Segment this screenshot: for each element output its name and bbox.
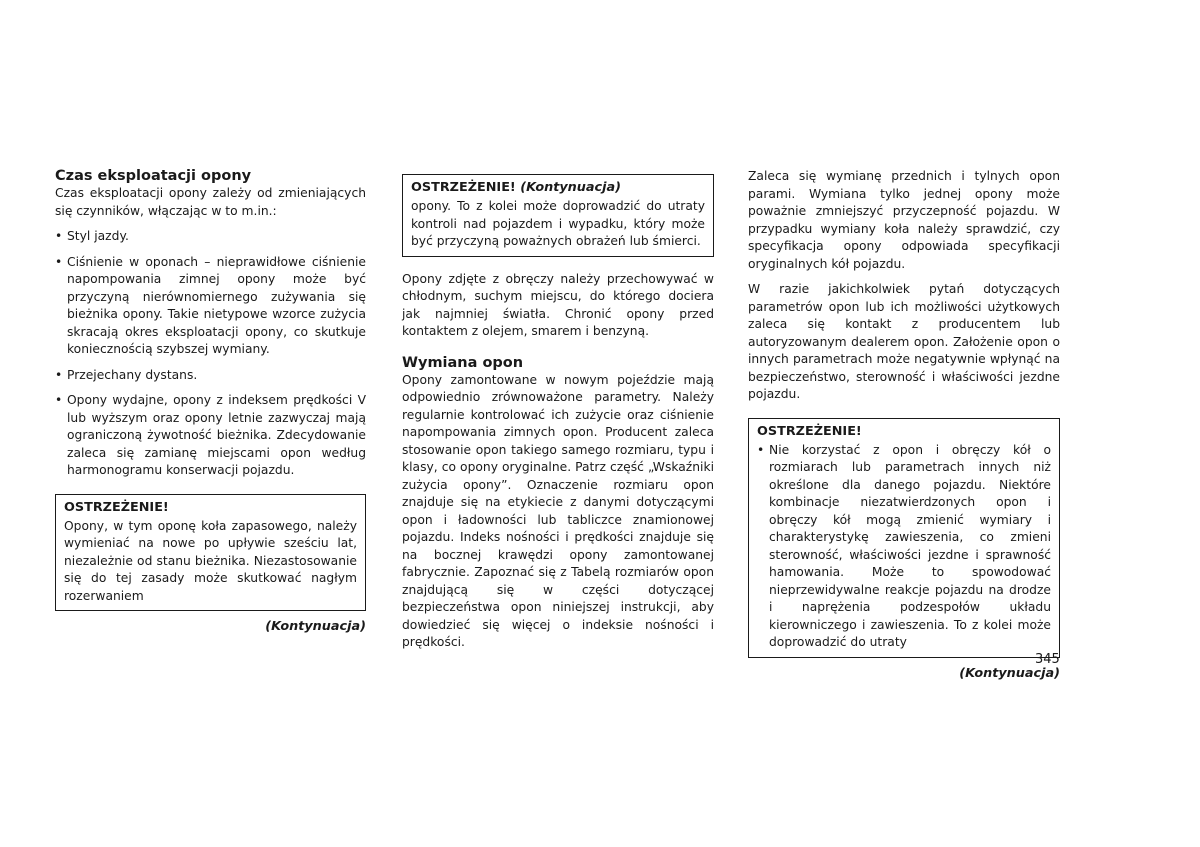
warning-box-continued xyxy=(402,174,714,257)
continued-label: (Kontynuacja) xyxy=(265,619,366,634)
warning-box xyxy=(55,494,366,612)
warning-title: OSTRZEŻENIE! xyxy=(757,423,862,439)
list-item: • Styl jazdy. xyxy=(55,228,366,246)
list-item: • Przejechany dystans. xyxy=(55,367,366,385)
list-item: • Nie korzystać z opon i obręczy kół o rozmiarach lub parametrach innych niż określone dla danego pojazdu. Niektóre kombinacje niezatwierdzonych opon i obręczy kół mogą zmienić wymiary i charakterystykę zawieszenia, co zmieni sterowność, właściwości jezdne i sprawność hamowania. Może to spowodować nieprzewidywalne reakcje pojazdu na drodze i naprężenia podzespołów układu kierowniczego i zawieszenia. To z kolei może doprowadzić do utraty xyxy=(757,442,1051,652)
continued-label: (Kontynuacja) xyxy=(959,665,1060,681)
warning-box xyxy=(748,418,1060,658)
warning-list xyxy=(757,442,1051,652)
dealer-contact-paragraph: W razie jakichkolwiek pytań dotyczących parametrów opon lub ich możliwości użytkowych zaleca się kontakt z producentem lub autoryzowanym dealerem opon. Założenie opon o innych parametrach może negatywnie wpłynąć na bezpieczeństwo, sterowność i właściwości jezdne pojazdu. xyxy=(748,282,1060,401)
section-heading-tire-replacement: Wymiana opon xyxy=(402,354,524,371)
tire-replacement-paragraph: Opony zamontowane w nowym pojeździe mają odpowiednio zrównoważone parametry. Należy regularnie kontrolować ich zużycie oraz ciśnienie napompowania zimnych opon. Producent zaleca stosowanie opon takiego samego rozmiaru, typu i klasy, co opony oryginalne. Patrz część „Wskaźniki zużycia opony”. Oznaczenie rozmiaru opon znajduje się na etykiecie z danymi dotyczącymi opon i ładowności lub tabliczce znamionowej pojazdu. Indeks nośności i prędkości znajduje się na bocznej krawędzi opony zamontowanej fabrycznie. Zapoznać się z Tabelą rozmiarów opon znajdującą się w części dotyczącej bezpieczeństwa opon niniejszej instrukcji, aby dowiedzieć się więcej o indeksie nośności i prędkości. xyxy=(402,372,714,649)
section-heading-tire-life: Czas eksploatacji opony xyxy=(55,168,252,184)
column-middle xyxy=(402,174,714,660)
list-item: • Ciśnienie w oponach – nieprawidłowe ciśnienie napompowania zimnej opony może być przyczyną nierównomiernego zużywania się bieżnika opony. Takie nietypowe wzorce zużycia skracają okres eksploatacji opony, co skutkuje koniecznością szybszej wymiany. xyxy=(55,254,366,359)
tire-life-intro: Czas eksploatacji opony zależy od zmieniających się czynników, włączając w to m.in.: xyxy=(55,186,366,218)
warning-continued-label: (Kontynuacja) xyxy=(520,180,621,195)
paired-replacement-paragraph: Zaleca się wymianę przednich i tylnych opon parami. Wymiana tylko jednej opony może poważnie zmniejszyć przyczepność pojazdu. W przypadku wymiany koła należy sprawdzić, czy specyfikacja opony odpowiada specyfikacji oryginalnych kół pojazdu. xyxy=(748,169,1060,271)
warning-title-text: OSTRZEŻENIE! xyxy=(411,180,516,195)
warning-text: opony. To z kolei może doprowadzić do utraty kontroli nad pojazdem i wypadku, który może być przyczyną poważnych obrażeń lub śmierci. xyxy=(411,199,705,248)
warning-title xyxy=(411,179,705,196)
warning-text: Opony, w tym oponę koła zapasowego, należy wymieniać na nowe po upływie sześciu lat, niezależnie od stanu bieżnika. Niezastosowanie się do tej zasady może skutkować nagłym rozerwaniem xyxy=(64,518,357,603)
page-number: 345 xyxy=(1035,652,1060,667)
tire-storage-paragraph: Opony zdjęte z obręczy należy przechowywać w chłodnym, suchym miejscu, do którego dociera jak najmniej światła. Chronić opony przed kontaktem z olejem, smarem i benzyną. xyxy=(402,271,714,338)
list-item: • Opony wydajne, opony z indeksem prędkości V lub wyższym oraz opony letnie zazwyczaj mają ograniczoną żywotność bieżnika. Zdecydowanie zaleca się zamianę miejscami opon według harmonogramu konserwacji pojazdu. xyxy=(55,392,366,480)
column-left xyxy=(55,168,366,634)
tire-life-factors-list xyxy=(55,228,366,480)
column-right xyxy=(748,168,1060,681)
warning-title: OSTRZEŻENIE! xyxy=(64,499,169,515)
